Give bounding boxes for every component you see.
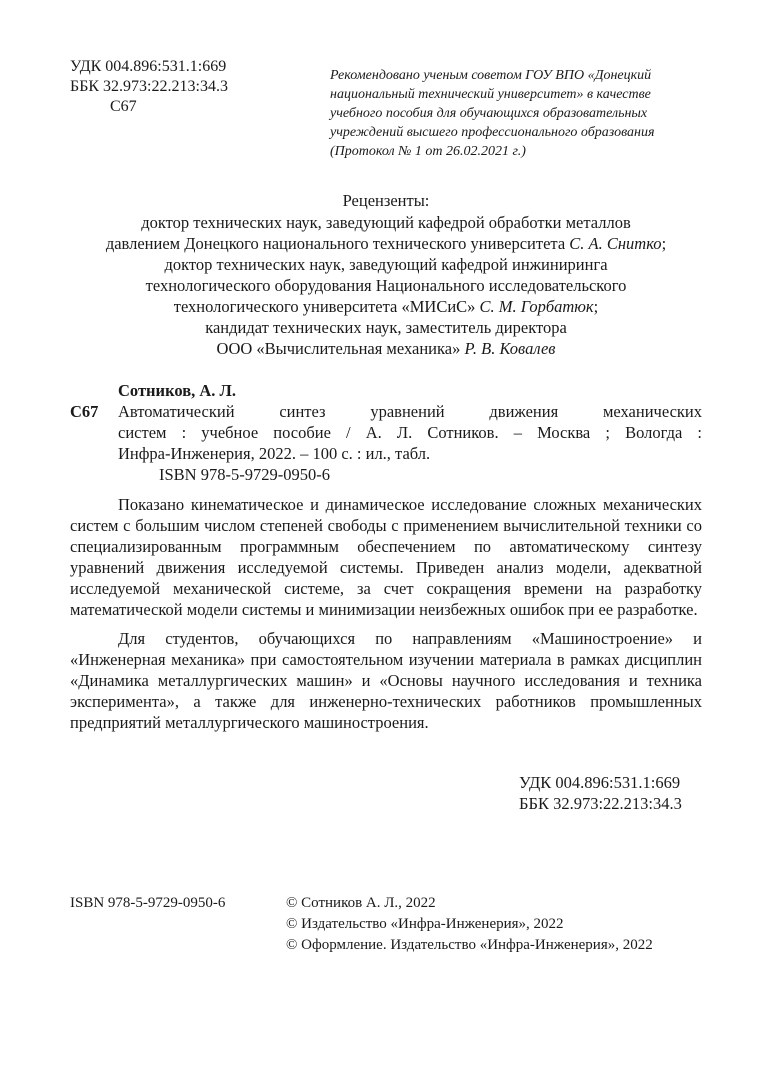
bibliographic-description: систем : учебное пособие / А. Л. Сотников. – Москва ; Вологда : <box>118 423 702 442</box>
copyright-line: © Издательство «Инфра-Инженерия», 2022 <box>286 916 564 932</box>
udk-code: УДК 004.896:531.1:669 <box>519 773 681 792</box>
isbn: ISBN 978-5-9729-0950-6 <box>70 895 226 911</box>
bibliographic-author: Сотников, А. Л. <box>118 381 236 400</box>
udk-code: УДК 004.896:531.1:669 <box>70 58 227 75</box>
separator: ; <box>661 234 667 253</box>
reviewer-3-line <box>70 338 702 359</box>
reviewer-2-line <box>70 296 702 317</box>
copyright-notices <box>286 893 653 956</box>
bbk-code: ББК 32.973:22.213:34.3 <box>70 78 228 95</box>
reviewer-1-line: доктор технических наук, заведующий кафедрой обработки металлов <box>141 213 631 232</box>
annotation-paragraph: Показано кинематическое и динамическое исследование сложных механических систем с большим числом степеней свободы с применением вычислительной техники со специализированным программным обеспечением по автоматическому синтезу уравнений движения исследуемой системы. Приведен анализ модели, адекватной исследуемой механической системе, за счет сокращения времени на разработку математической модели системы и минимизации неизбежных ошибок при ее разработке. <box>70 495 702 619</box>
copyright-line: © Сотников А. Л., 2022 <box>286 895 436 911</box>
bibliographic-record <box>70 380 702 485</box>
classification-codes-bottom <box>519 772 682 814</box>
reviewer-3-line: кандидат технических наук, заместитель директора <box>205 318 567 337</box>
reviewer-2-affiliation: технологического университета «МИСиС» <box>173 297 476 316</box>
bibliographic-row <box>70 401 702 422</box>
classification-codes <box>70 57 228 117</box>
annotation-paragraph: Для студентов, обучающихся по направлениям «Машиностроение» и «Инженерная механика» при самостоятельном изучении материала в рамках дисциплин «Динамика металлургических машин» и «Основы научного исследования и техника эксперимента», а также для инженерно-технических работников промышленных предприятий металлургического машиностроения. <box>70 629 702 732</box>
reviewer-1-affiliation: давлением Донецкого национального технического университета <box>105 234 566 253</box>
recommendation-line: учреждений высшего профессионального образования <box>330 125 655 140</box>
reviewer-3-affiliation: ООО «Вычислительная механика» <box>216 339 461 358</box>
copyright-line: © Оформление. Издательство «Инфра-Инженерия», 2022 <box>286 937 653 953</box>
reviewers-block <box>70 190 702 359</box>
bibliographic-description: Инфра-Инженерия, 2022. – 100 с. : ил., табл. <box>118 444 431 463</box>
reviewers-heading: Рецензенты: <box>342 191 430 210</box>
recommendation-line: (Протокол № 1 от 26.02.2021 г.) <box>330 144 526 159</box>
reviewer-2-line: технологического оборудования Национального исследовательского <box>145 276 627 295</box>
bbk-code: ББК 32.973:22.213:34.3 <box>519 794 682 813</box>
reviewer-2-line: доктор технических наук, заведующий кафедрой инжиниринга <box>164 255 608 274</box>
bibliographic-description: Автоматический синтез уравнений движения механических <box>118 402 702 421</box>
reviewer-1-name: С. А. Снитко <box>569 234 662 253</box>
recommendation-line: учебного пособия для обучающихся образовательных <box>330 106 648 121</box>
bibliographic-sign: С67 <box>70 402 99 421</box>
author-sign: С67 <box>110 98 137 115</box>
separator: ; <box>593 297 599 316</box>
recommendation-note <box>330 66 700 161</box>
reviewer-1-line <box>70 233 702 254</box>
bibliographic-isbn: ISBN 978-5-9729-0950-6 <box>159 465 330 484</box>
recommendation-line: национальный технический университет» в качестве <box>330 87 651 102</box>
recommendation-line: Рекомендовано ученым советом ГОУ ВПО «Донецкий <box>330 68 652 83</box>
reviewer-3-name: Р. В. Ковалев <box>464 339 556 358</box>
annotation <box>70 494 702 733</box>
reviewer-2-name: С. М. Горбатюк <box>479 297 594 316</box>
